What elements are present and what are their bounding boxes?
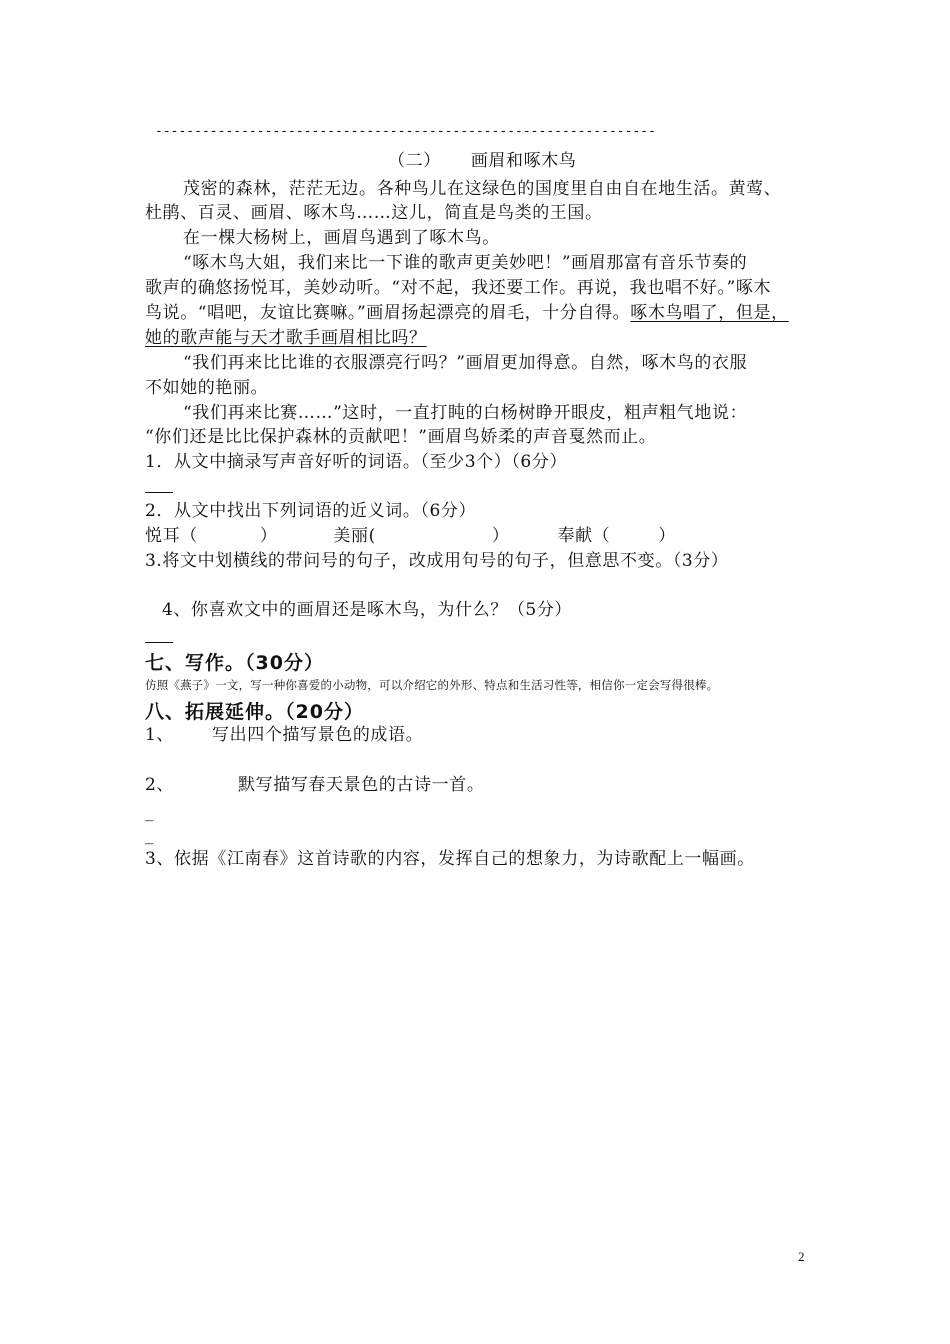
item-2-text: 默写描写春天景色的古诗一首。: [238, 775, 485, 795]
page-number: 2: [798, 1249, 805, 1264]
section-7-heading: 七、写作。（30分）: [145, 652, 324, 674]
question-3: 3.将文中划横线的带问号的句子，改成用句号的句子，但意思不变。（3分）: [145, 551, 729, 571]
passage-p3-line3-plain: 鸟说。“唱吧，友谊比赛嘛。”画眉扬起漂亮的眉毛，十分自得。: [145, 303, 631, 323]
question-2: 2．从文中找出下列词语的近义词。（6分）: [145, 501, 477, 521]
passage-p3-line1: “啄木鸟大姐，我们来比一下谁的歌声更美妙吧！”画眉那富有音乐节奏的: [183, 253, 748, 273]
passage-p1-line1: 茂密的森林，茫茫无边。各种鸟儿在这绿色的国度里自由自在地生活。黄莺、: [183, 179, 782, 199]
passage-p3-line2: 歌声的确悠扬悦耳，美妙动听。“对不起，我还要工作。再说，我也唱不好。”啄木: [145, 278, 772, 298]
separator-dashes: ----------------------------------------------------------------: [155, 124, 656, 139]
q2-word-fengxian: 奉献（: [557, 526, 611, 546]
underlined-sentence-part1: 啄木鸟唱了，但是，: [630, 303, 789, 323]
q2-word-meili: 美丽(: [333, 526, 376, 546]
passage-title-text: 画眉和啄木鸟: [470, 151, 577, 171]
question-4: 4、你喜欢文中的画眉还是啄木鸟，为什么？（5分）: [162, 600, 573, 620]
passage-title-number: （二）: [388, 151, 441, 171]
passage-p1-line2: 杜鹃、百灵、画眉、啄木鸟……这儿，简直是鸟类的王国。: [145, 203, 603, 223]
q2-word-meili-close: ）: [491, 526, 510, 546]
question-1: 1．从文中摘录写声音好听的词语。（至少3个）（6分）: [145, 452, 568, 472]
passage-title: [388, 150, 576, 172]
item-1-text: 写出四个描写景色的成语。: [212, 725, 424, 745]
section-7-prompt: 仿照《燕子》一文，写一种你喜爱的小动物，可以介绍它的外形、特点和生活习性等，相信你一定会写得很棒。: [145, 678, 719, 692]
section-8-item-2: [145, 774, 484, 796]
item-2-number: 2、: [145, 775, 175, 795]
blank-line-1: _: [145, 802, 155, 822]
answer-line-q1: [145, 492, 173, 493]
q2-word-fengxian-close: ）: [658, 526, 676, 546]
section-8-item-1: [145, 724, 423, 746]
passage-p4-line1: “我们再来比比谁的衣服漂亮行吗？”画眉更加得意。自然，啄木鸟的衣服: [183, 353, 748, 373]
passage-p5-line1: “我们再来比赛……”这时，一直打盹的白杨树睁开眼皮，粗声粗气地说：: [183, 403, 748, 423]
question-2-words: [145, 525, 676, 547]
passage-p5-line2: “你们还是比比保护森林的贡献吧！”画眉鸟娇柔的声音戛然而止。: [145, 427, 657, 447]
section-8-heading: 八、拓展延伸。（20分）: [145, 701, 364, 723]
passage-p4-line2: 不如她的艳丽。: [145, 378, 269, 398]
section-8-item-3: 3、依据《江南春》这首诗歌的内容，发挥自己的想象力，为诗歌配上一幅画。: [145, 849, 755, 869]
item-1-number: 1、: [145, 725, 175, 745]
answer-line-q4: [145, 642, 173, 643]
passage-p2-line1: 在一棵大杨树上，画眉鸟遇到了啄木鸟。: [183, 228, 500, 248]
blank-line-2: _: [145, 825, 155, 845]
q2-word-yueer-close: ）: [259, 526, 278, 546]
passage-p3-line3: [145, 302, 789, 324]
q2-word-yueer: 悦耳（: [145, 526, 198, 546]
underlined-sentence-part2: 她的歌声能与天才歌手画眉相比吗？: [145, 328, 427, 348]
